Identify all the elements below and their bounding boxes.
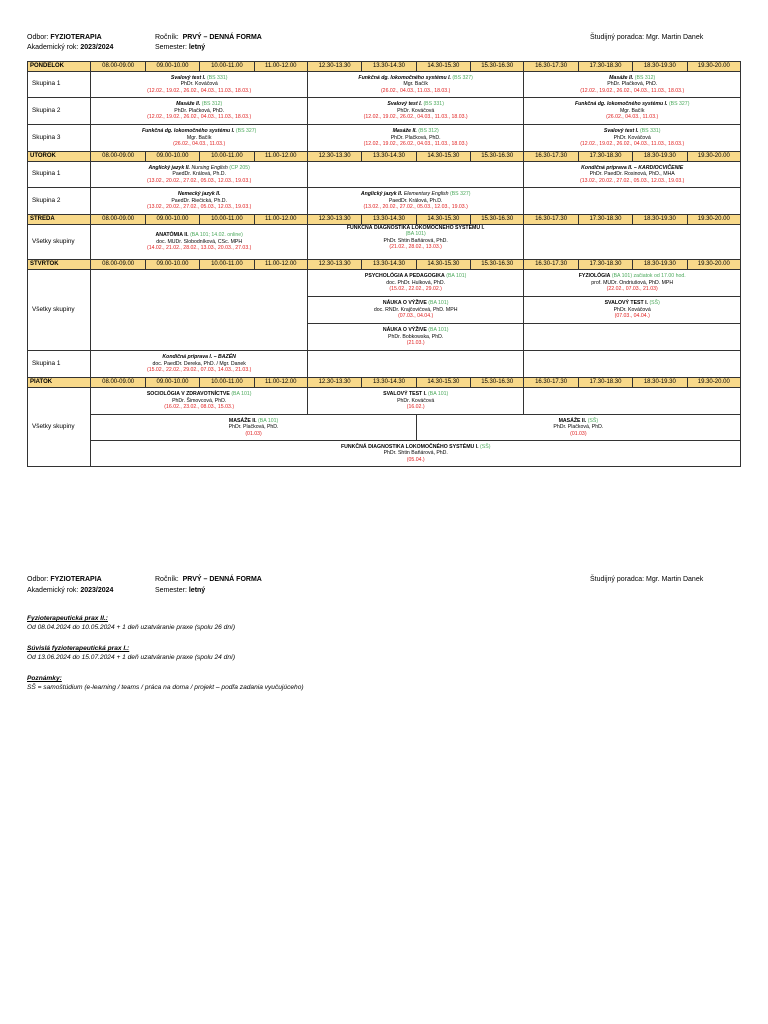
time-slot: 11.00-12.00 [254,62,307,72]
header-rocnik: Ročník: PRVÝ – DENNÁ FORMA [155,34,262,41]
time-slot: 16.30-17.30 [524,152,578,162]
time-slot: 18.30-19.30 [633,378,687,388]
class-cell: Kondičná príprava I. – BAZÉN doc. PaedDr. Dereka, PhD. / Mgr. Danek (15.02., 22.02., 29.02., 07.03., 14.03., 21.03.) [91,351,307,378]
class-cell: Masáže II. (BS 312) PhDr. Plačková, PhD. (12.02., 19.02., 26.02., 04.03., 11.03., 18.03.) [91,98,307,125]
time-slot: 11.00-12.00 [254,260,307,270]
time-slot: 14.30-15.30 [416,260,470,270]
time-slot: 17.30-18.30 [578,260,632,270]
group-label: Skupina 1 [28,351,91,378]
time-slot: 19.30-20.00 [687,215,740,225]
class-cell: Nemecký jazyk II. PaedDr. Riečická, Ph.D. (13.02., 20.02., 27.02., 05.03., 12.03., 19.03.) [91,188,307,215]
time-slot: 12.30-13.30 [307,378,361,388]
time-slot: 10.00-11.00 [200,215,254,225]
time-slot: 10.00-11.00 [200,378,254,388]
group-label: Všetky skupiny [28,270,91,351]
time-slot: 15.30-16.30 [471,62,524,72]
time-slot: 16.30-17.30 [524,260,578,270]
time-slot: 14.30-15.30 [416,152,470,162]
header-poradca-2: Študijný poradca: Mgr. Martin Danek [590,576,704,583]
group-row [28,415,741,441]
group-label: Skupina 3 [28,125,91,152]
time-slot: 13.30-14.30 [362,260,416,270]
time-slot: 19.30-20.00 [687,260,740,270]
time-slot: 19.30-20.00 [687,62,740,72]
time-slot: 10.00-11.00 [200,152,254,162]
time-slot: 11.00-12.00 [254,215,307,225]
empty-cell [524,324,741,351]
time-slot: 18.30-19.30 [633,260,687,270]
note-text: Od 13.06.2024 do 15.07.2024 + 1 deň uzatváranie praxe (spolu 24 dní) [27,653,236,661]
class-cell: Svalový test I. (BS 331) PhDr. Kováčová (12.02., 19.02., 26.02., 04.03., 11.03., 18.03.) [524,125,741,152]
time-slot: 09.00-10.00 [145,260,199,270]
class-cell: SVALOVÝ TEST I. (SŠ) PhDr. Kováčová (07.03., 04.04.) [524,297,741,324]
header-poradca: Študijný poradca: Mgr. Martin Danek [590,34,704,41]
header-semester-2: Semester: letný [155,587,206,594]
time-slot: 13.30-14.30 [362,215,416,225]
header-rok-2: Akademický rok: 2023/2024 [27,587,114,594]
time-slot: 15.30-16.30 [471,260,524,270]
empty-cell [307,351,523,378]
header-odbor-2: Odbor: FYZIOTERAPIA [27,576,102,583]
class-cell: SOCIOLÓGIA V ZDRAVOTNÍCTVE (BA 101) PhDr. Šimovcová, PhD. (16.02., 23.02., 08.03., 15.03.) [91,388,307,415]
group-label: Všetky skupiny [28,225,91,260]
group-row [28,441,741,467]
header-odbor: Odbor: FYZIOTERAPIA [27,34,102,41]
time-slot: 09.00-10.00 [145,378,199,388]
note-title: Fyzioterapeutická prax II.: [27,615,108,622]
class-cell: FUNKČNÁ DIAGNOSTIKA LOKOMOČNÉHO SYSTÉMU I. (BA 101) PhDr. Shtin Baňárová, PhD. (21.02., 28.02., 13.03.) [307,225,523,260]
day-header-row [28,62,741,72]
time-slot: 15.30-16.30 [471,152,524,162]
day-header-row [28,152,741,162]
group-row [28,162,741,188]
group-label: Všetky skupiny [28,388,91,467]
class-cell: Masáže II. (BS 312) PhDr. Plačková, PhD. (12.02., 19.02., 26.02., 04.03., 11.03., 18.03.) [307,125,523,152]
time-slot: 12.30-13.30 [307,152,361,162]
time-slot: 16.30-17.30 [524,378,578,388]
day-header-row [28,260,741,270]
empty-cell [524,351,741,378]
time-slot: 17.30-18.30 [578,152,632,162]
empty-cell [524,225,741,260]
class-cell: MASÁŽE II. (SŠ) PhDr. Plačková, PhD. (01.03) [416,415,740,441]
class-cell: Anglický jazyk II. Nursing English (CP 205) PaedDr. Králová, Ph.D. (13.02., 20.02., 27.02., 05.03., 12.03., 19.03.) [91,162,307,188]
time-slot: 11.00-12.00 [254,152,307,162]
time-slot: 09.00-10.00 [145,62,199,72]
timetable [27,61,741,467]
time-slot: 15.30-16.30 [471,215,524,225]
day-name: STREDA [28,215,91,225]
time-slot: 19.30-20.00 [687,152,740,162]
time-slot: 18.30-19.30 [633,215,687,225]
day-header-row [28,215,741,225]
time-slot: 08.00-09.00 [91,152,145,162]
time-slot: 14.30-15.30 [416,215,470,225]
class-cell: ANATÓMIA II. (BA 101; 14.02. online) doc. MUDr. Slobodníková, CSc. MPH (14.02., 21.02., 28.02., 13.03., 20.03., 27.03.) [91,225,307,260]
class-cell: Kondičná príprava II. – KARDIOCVIČENIE PhDr. PaedDr. Rosinová, PhD., MHA (13.02., 20.02., 27.02., 05.03., 12.03., 19.03.) [524,162,741,188]
time-slot: 16.30-17.30 [524,215,578,225]
time-slot: 17.30-18.30 [578,378,632,388]
note-text: SŠ = samoštúdium (e-learning / teams / práca na doma / projekt – podľa zadania vyučujúceho) [27,683,304,691]
note-poznamky [27,675,304,692]
time-slot: 12.30-13.30 [307,62,361,72]
class-cell: Funkčná dg. lokomočného systému I. (BS 327) Mgr. Bačík (26.02., 04.03., 11.03.) [91,125,307,152]
time-slot: 18.30-19.30 [633,152,687,162]
note-title: Poznámky: [27,675,62,682]
time-slot: 08.00-09.00 [91,215,145,225]
class-cell: Svalový test I. (BS 331) PhDr. Kováčová (12.02., 19.02., 26.02., 04.03., 11.03., 18.03.) [307,98,523,125]
note-prax-2 [27,615,235,632]
time-slot: 10.00-11.00 [200,260,254,270]
time-slot: 11.00-12.00 [254,378,307,388]
group-row [28,98,741,125]
note-title: Súvislá fyzioterapeutická prax I.: [27,645,130,652]
class-cell: Funkčná dg. lokomočného systému I. (BS 327) Mgr. Bačík (26.02., 04.03., 11.03., 18.03.) [307,72,523,98]
time-slot: 08.00-09.00 [91,62,145,72]
day-header-row [28,378,741,388]
time-slot: 12.30-13.30 [307,215,361,225]
time-slot: 13.30-14.30 [362,152,416,162]
note-text: Od 08.04.2024 do 10.05.2024 + 1 deň uzatváranie praxe (spolu 26 dní) [27,623,236,631]
empty-cell [91,270,307,351]
time-slot: 13.30-14.30 [362,62,416,72]
class-cell: Masáže II. (BS 312) PhDr. Plačková, PhD. (12.02., 19.02., 26.02., 04.03., 11.03., 18.03.) [524,72,741,98]
group-row [28,72,741,98]
class-cell: FYZIOLÓGIA (BA 101) začiatok od 17.00 hod. prof. MUDr. Ondriušová, PhD. MPH (22.02., 07.03., 21.03) [524,270,741,297]
class-cell: NÁUKA O VÝŽIVE (BA 101) doc. RNDr. Krajčovičová, PhD. MPH (07.03., 04.04.) [307,297,523,324]
header-semester: Semester: letný [155,44,206,51]
day-name: UTOROK [28,152,91,162]
time-slot: 19.30-20.00 [687,378,740,388]
time-slot: 17.30-18.30 [578,215,632,225]
time-slot: 14.30-15.30 [416,378,470,388]
time-slot: 14.30-15.30 [416,62,470,72]
day-name: ŠTVRTOK [28,260,91,270]
header-rocnik-2: Ročník: PRVÝ – DENNÁ FORMA [155,576,262,583]
time-slot: 13.30-14.30 [362,378,416,388]
group-label: Skupina 1 [28,162,91,188]
time-slot: 12.30-13.30 [307,260,361,270]
group-row [28,125,741,152]
group-row [28,270,741,297]
time-slot: 18.30-19.30 [633,62,687,72]
class-cell: Anglický jazyk II. Elementary English (BS 327) PaedDr. Králová, Ph.D. (13.02., 20.02., 27.02., 05.03., 12.03., 19.03.) [307,188,523,215]
empty-cell [524,188,741,215]
time-slot: 09.00-10.00 [145,215,199,225]
class-cell: SVALOVÝ TEST I. (BA 101) PhDr. Kováčová (16.02.) [307,388,523,415]
time-slot: 09.00-10.00 [145,152,199,162]
group-label: Skupina 1 [28,72,91,98]
class-cell: Funkčná dg. lokomočného systému I. (BS 327) Mgr. Bačík (26.02., 04.03., 11.03.) [524,98,741,125]
day-name: PONDELOK [28,62,91,72]
class-cell: Svalový test I. (BS 331) PhDr. Kováčová (12.02., 19.02., 26.02., 04.03., 11.03., 18.03.) [91,72,307,98]
class-cell: PSYCHOLÓGIA A PEDAGOGIKA (BA 101) doc. PhDr. Hulková, PhD. (15.02., 22.02., 29.02.) [307,270,523,297]
group-row [28,225,741,260]
time-slot: 16.30-17.30 [524,62,578,72]
time-slot: 10.00-11.00 [200,62,254,72]
time-slot: 08.00-09.00 [91,260,145,270]
time-slot: 17.30-18.30 [578,62,632,72]
empty-cell [307,162,523,188]
note-prax-1 [27,645,235,662]
group-label: Skupina 2 [28,188,91,215]
group-row [28,188,741,215]
class-cell: MASÁŽE II. (BA 101) PhDr. Plačková, PhD. (01.03) [91,415,416,441]
group-row [28,351,741,378]
group-row [28,388,741,415]
day-name: PIATOK [28,378,91,388]
empty-cell [524,388,741,415]
header-rok: Akademický rok: 2023/2024 [27,44,114,51]
time-slot: 08.00-09.00 [91,378,145,388]
class-cell: FUNKČNÁ DIAGNOSTIKA LOKOMOČNÉHO SYSTÉMU I. (SŠ) PhDr. Shtin Baňárová, PhD. (05.04.) [91,441,741,467]
group-label: Skupina 2 [28,98,91,125]
class-cell: NÁUKA O VÝŽIVE (BA 101) PhDr. Bobkowska, PhD. (21.03.) [307,324,523,351]
time-slot: 15.30-16.30 [471,378,524,388]
